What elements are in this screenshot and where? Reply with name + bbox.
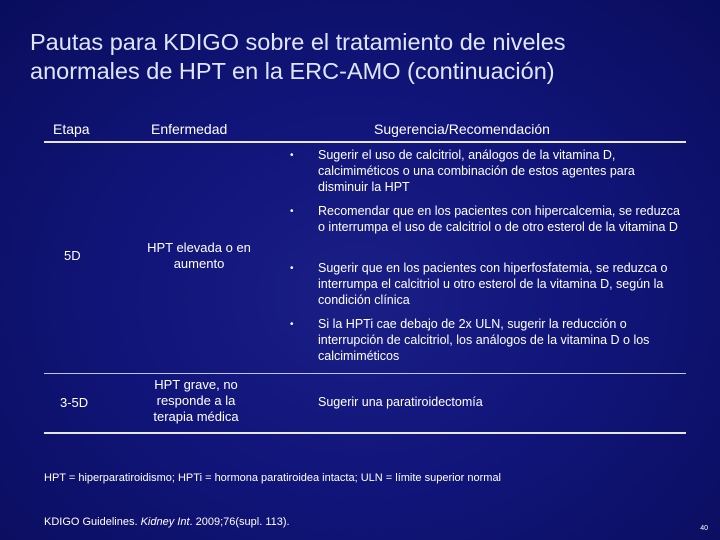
bullet-icon: • xyxy=(290,319,294,330)
citation-journal: Kidney Int xyxy=(140,516,190,528)
abbreviations-footnote: HPT = hiperparatiroidismo; HPTi = hormona paratiroidea intacta; ULN = límite superior normal xyxy=(44,472,502,484)
row-5d-recommendation-4: Si la HPTi cae debajo de 2x ULN, sugerir la reducción o interrupción de calcitriol, los análogos de la vitamina D o los calcimiméticos xyxy=(318,317,650,363)
row-5d-stage: 5D xyxy=(64,248,81,263)
citation xyxy=(44,516,290,528)
row-5d-disease: HPT elevada o en aumento xyxy=(147,240,251,271)
header-stage: Etapa xyxy=(53,121,90,137)
citation-suffix: . 2009;76(supl. 113). xyxy=(189,516,290,528)
row-3-5d-disease: HPT grave, no responde a la terapia médica xyxy=(153,377,239,424)
citation-prefix: KDIGO Guidelines. xyxy=(44,516,141,528)
header-disease: Enfermedad xyxy=(151,121,228,137)
bullet-icon: • xyxy=(290,263,294,274)
title-line-2: anormales de HPT en la ERC-AMO (continuación) xyxy=(30,58,555,84)
bullet-icon: • xyxy=(290,206,294,217)
row-5d-recommendation-1: Sugerir el uso de calcitriol, análogos de la vitamina D, calcimiméticos o una combinación de estos agentes para disminuir la HPT xyxy=(318,148,635,194)
header-recommendation: Sugerencia/Recomendación xyxy=(374,121,550,137)
bullet-icon: • xyxy=(290,150,294,161)
page-number: 40 xyxy=(700,525,708,532)
row-3-5d-recommendation: Sugerir una paratiroidectomía xyxy=(318,395,483,409)
row-5d-recommendation-2: Recomendar que en los pacientes con hipercalcemia, se reduzca o interrumpa el uso de calcitriol o de otro esterol de la vitamina D xyxy=(318,204,681,234)
table-bottom-rule xyxy=(44,432,686,434)
title-line-1: Pautas para KDIGO sobre el tratamiento de niveles xyxy=(30,29,566,55)
table-row-divider xyxy=(44,373,686,374)
slide-title xyxy=(30,28,700,86)
table-header-rule xyxy=(44,141,686,143)
row-5d-recommendation-3: Sugerir que en los pacientes con hiperfosfatemia, se reduzca o interrumpa el calcitriol u otro esterol de la vitamina D, según la condición clínica xyxy=(318,261,668,307)
row-3-5d-stage: 3-5D xyxy=(60,395,89,410)
